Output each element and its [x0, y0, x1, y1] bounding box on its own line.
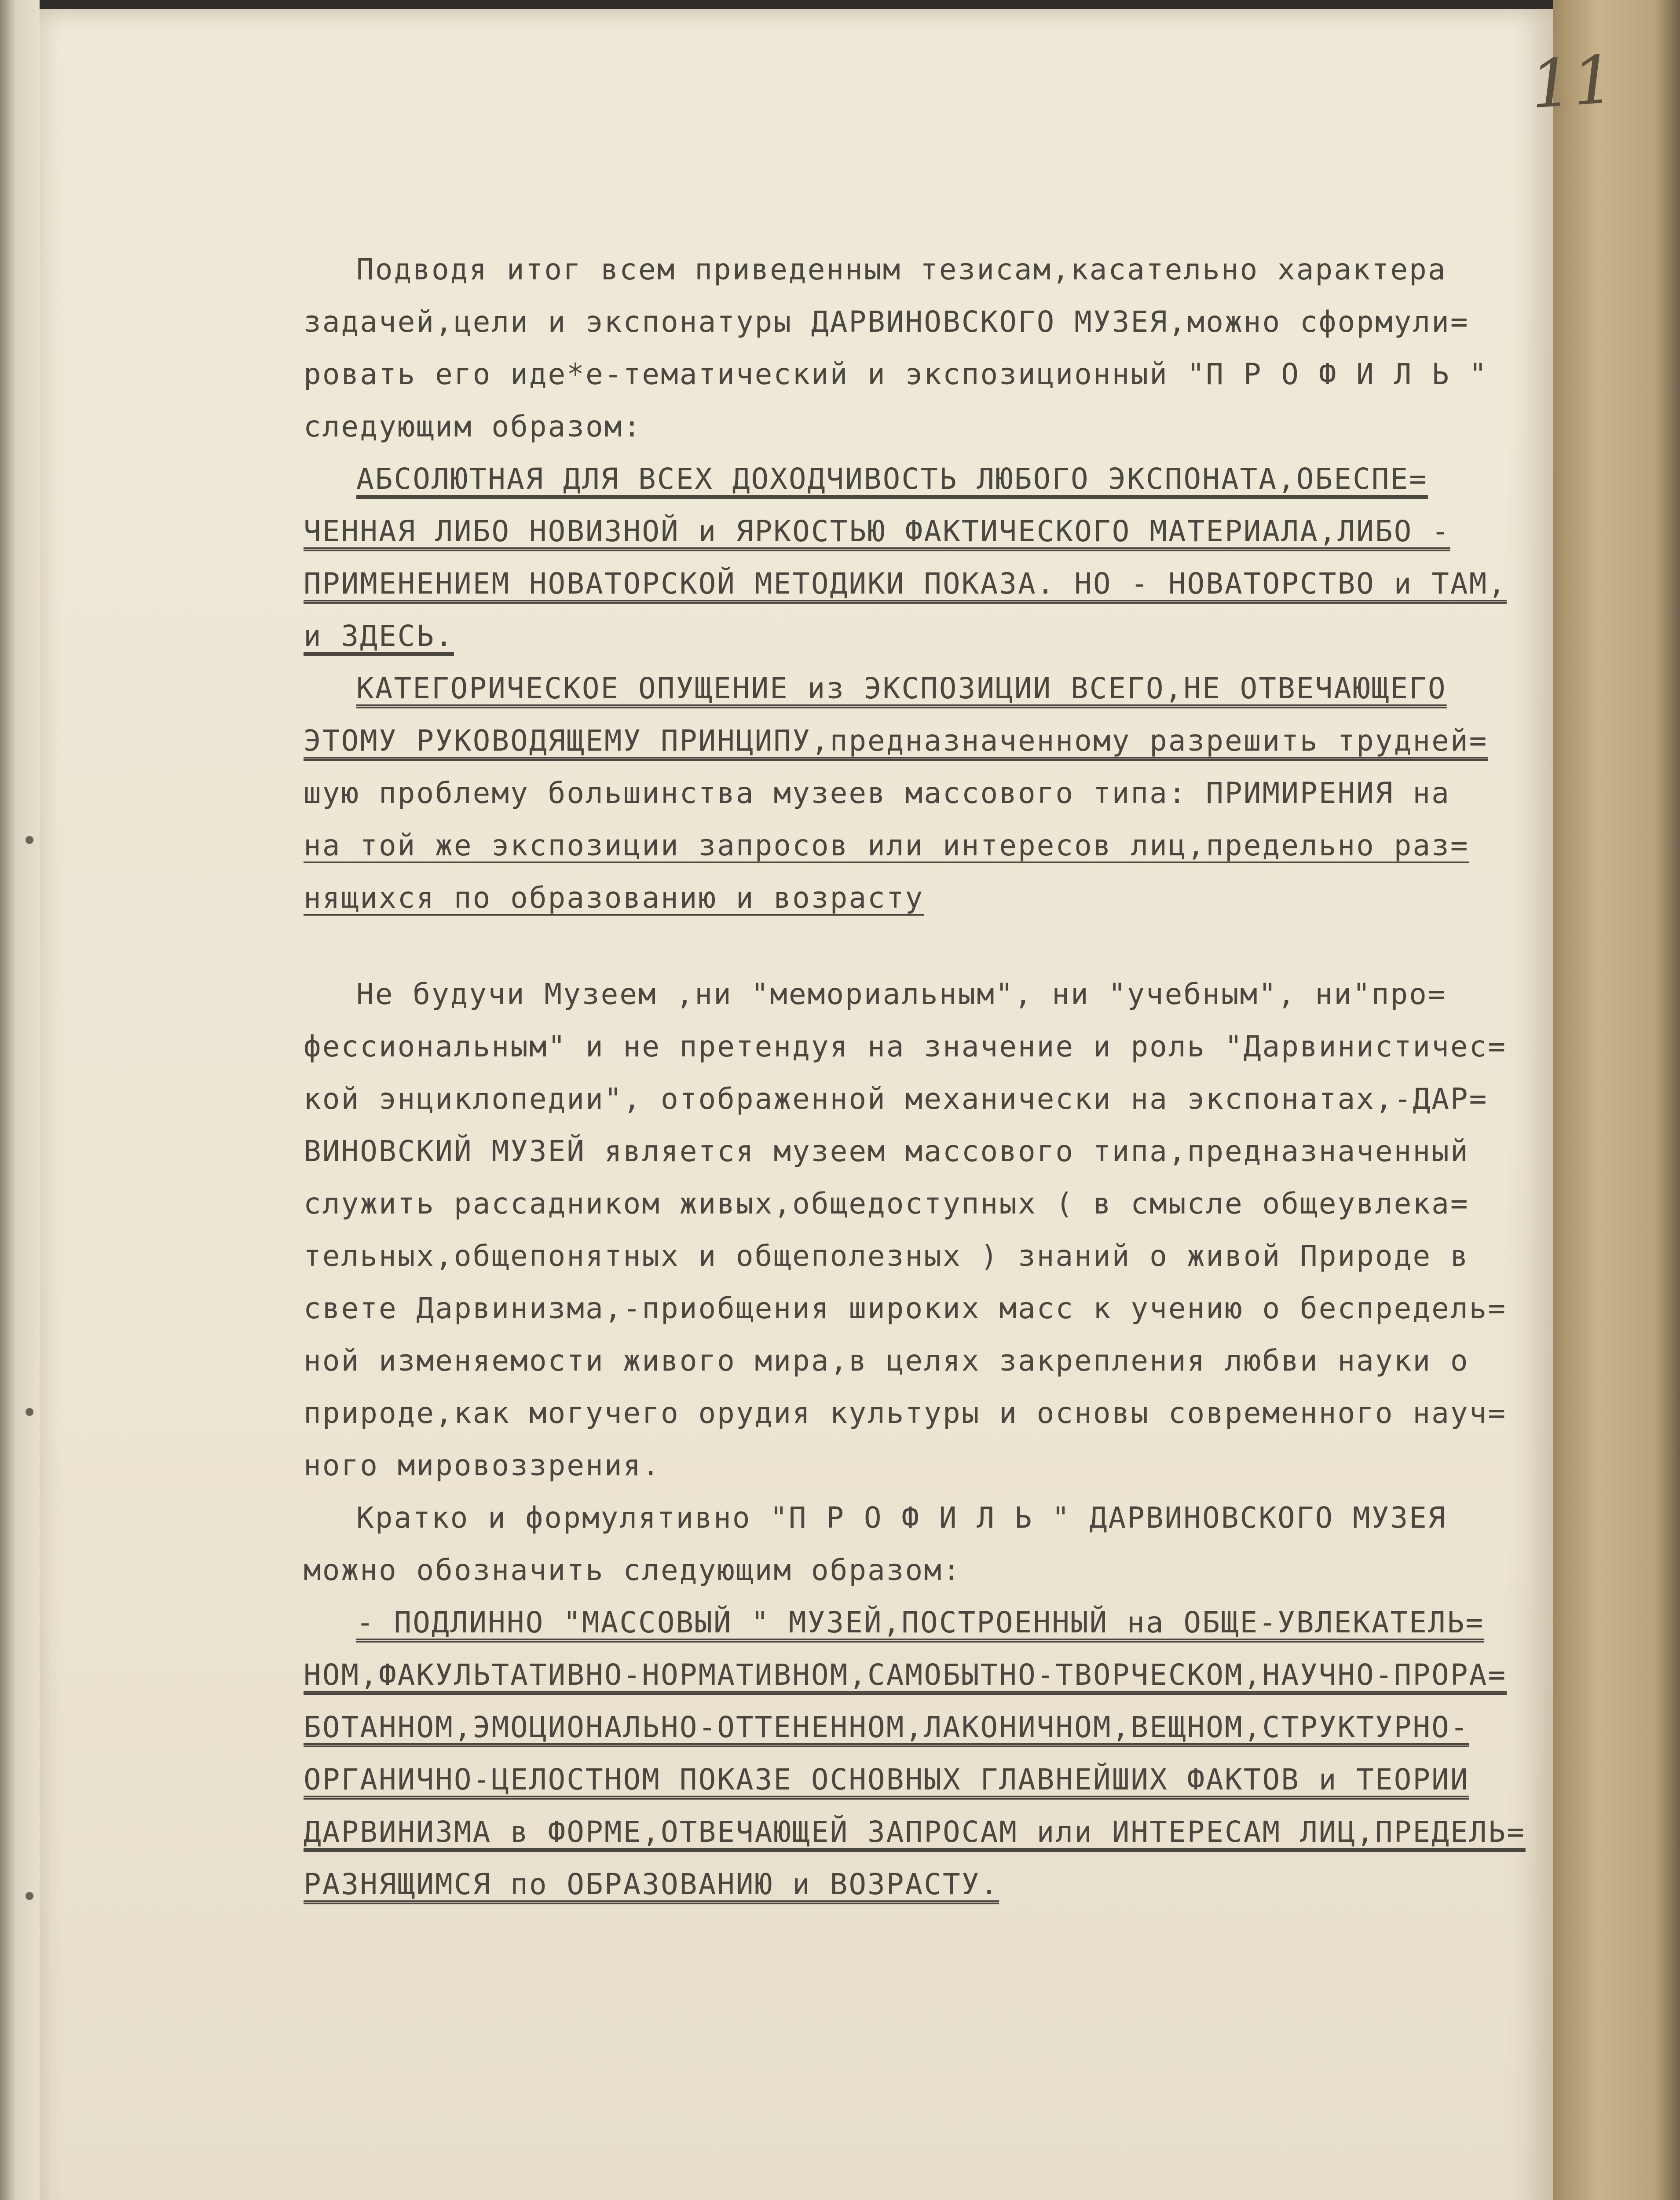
text-line: Кратко и формулятивно "П Р О Ф И Л Ь " ДАРВИНОВСКОГО МУЗЕЯ: [356, 1501, 1447, 1535]
text-line: и ЗДЕСЬ.: [304, 619, 454, 653]
text-line: РАЗНЯЩИМСЯ по ОБРАЗОВАНИЮ и ВОЗРАСТУ.: [304, 1867, 999, 1901]
paragraph-gap: [304, 936, 1553, 980]
paragraph-accessibility: [304, 462, 1553, 674]
binder-hole: [26, 1408, 33, 1416]
text-line: кой энциклопедии", отображенной механически на экспонатах,-ДАР=: [304, 1082, 1488, 1116]
text-line: ЭТОМУ РУКОВОДЯЩЕМУ ПРИНЦИПУ,предназначенному разрешить трудней=: [304, 724, 1488, 758]
binder-hole: [26, 836, 33, 844]
text-line: ВИНОВСКИЙ МУЗЕЙ является музеем массового типа,предназначенный: [304, 1134, 1469, 1168]
text-line: АБСОЛЮТНАЯ ДЛЯ ВСЕХ ДОХОДЧИВОСТЬ ЛЮБОГО ЭКСПОНАТА,ОБЕСПЕ=: [356, 462, 1428, 496]
text-line: Не будучи Музеем ,ни "мемориальным", ни "учебным", ни"про=: [356, 977, 1447, 1011]
text-line: ной изменяемости живого мира,в целях закрепления любви науки о: [304, 1344, 1469, 1378]
paragraph-profile-definition: [304, 1608, 1553, 1922]
underlying-sheet-edge: [1553, 0, 1680, 2200]
text-line: ОРГАНИЧНО-ЦЕЛОСТНОМ ПОКАЗЕ ОСНОВНЫХ ГЛАВНЕЙШИХ ФАКТОВ и ТЕОРИИ: [304, 1763, 1469, 1797]
text-line: Подводя итог всем приведенным тезисам,касательно характера: [356, 253, 1447, 286]
text-line: фессиональным" и не претендуя на значение и роль "Дарвинистичес=: [304, 1030, 1507, 1063]
binder-hole: [26, 1892, 33, 1900]
text-line: НОМ,ФАКУЛЬТАТИВНО-НОРМАТИВНОМ,САМОБЫТНО-ТВОРЧЕСКОМ,НАУЧНО-ПРОРА=: [304, 1658, 1507, 1692]
paragraph-profile-intro: [304, 1503, 1553, 1608]
folio-number: 11: [1528, 41, 1617, 124]
text-line: ЧЕННАЯ ЛИБО НОВИЗНОЙ и ЯРКОСТЬЮ ФАКТИЧЕСКОГО МАТЕРИАЛА,ЛИБО -: [304, 514, 1450, 548]
text-line: шую проблему большинства музеев массового типа: ПРИМИРЕНИЯ на: [304, 776, 1450, 810]
text-line: природе,как могучего орудия культуры и основы современного науч=: [304, 1396, 1507, 1430]
text-line: служить рассадником живых,общедоступных ( в смысле общеувлека=: [304, 1187, 1469, 1221]
text-line: ного мировоззрения.: [304, 1448, 661, 1482]
paragraph-exclusion: [304, 671, 1553, 936]
text-line: можно обозначить следующим образом:: [304, 1553, 962, 1587]
text-line: следующим образом:: [304, 410, 642, 444]
text-line: на той же экспозиции запросов или интересов лиц,предельно раз=: [304, 829, 1469, 862]
text-line: свете Дарвинизма,-приобщения широких масс к учению о беспредель=: [304, 1291, 1507, 1325]
text-line: тельных,общепонятных и общеполезных ) знаний о живой Природе в: [304, 1239, 1469, 1273]
paragraph-summary-intro: [304, 255, 1553, 465]
text-line: - ПОДЛИННО "МАССОВЫЙ " МУЗЕЙ,ПОСТРОЕННЫЙ на ОБЩЕ-УВЛЕКАТЕЛЬ=: [356, 1606, 1485, 1639]
text-line: задачей,цели и экспонатуры ДАРВИНОВСКОГО МУЗЕЯ,можно сформули=: [304, 305, 1469, 339]
typed-text-block: [304, 255, 1553, 1922]
text-line: ДАРВИНИЗМА в ФОРМЕ,ОТВЕЧАЮЩЕЙ ЗАПРОСАМ или ИНТЕРЕСАМ ЛИЦ,ПРЕДЕЛЬ=: [304, 1815, 1526, 1849]
text-line: нящихся по образованию и возрасту: [304, 881, 924, 915]
paragraph-museum-type: [304, 977, 1553, 1503]
left-page-edge: [0, 0, 40, 2200]
text-line: ровать его иде*е-тематический и экспозиционный "П Р О Ф И Л Ь ": [304, 357, 1488, 391]
text-line: КАТЕГОРИЧЕСКОЕ ОПУЩЕНИЕ из ЭКСПОЗИЦИИ ВСЕГО,НЕ ОТВЕЧАЮЩЕГО: [356, 671, 1447, 705]
text-line: БОТАННОМ,ЭМОЦИОНАЛЬНО-ОТТЕНЕННОМ,ЛАКОНИЧНОМ,ВЕЩНОМ,СТРУКТУРНО-: [304, 1710, 1469, 1744]
text-line: ПРИМЕНЕНИЕМ НОВАТОРСКОЙ МЕТОДИКИ ПОКАЗА. НО - НОВАТОРСТВО и ТАМ,: [304, 567, 1507, 601]
